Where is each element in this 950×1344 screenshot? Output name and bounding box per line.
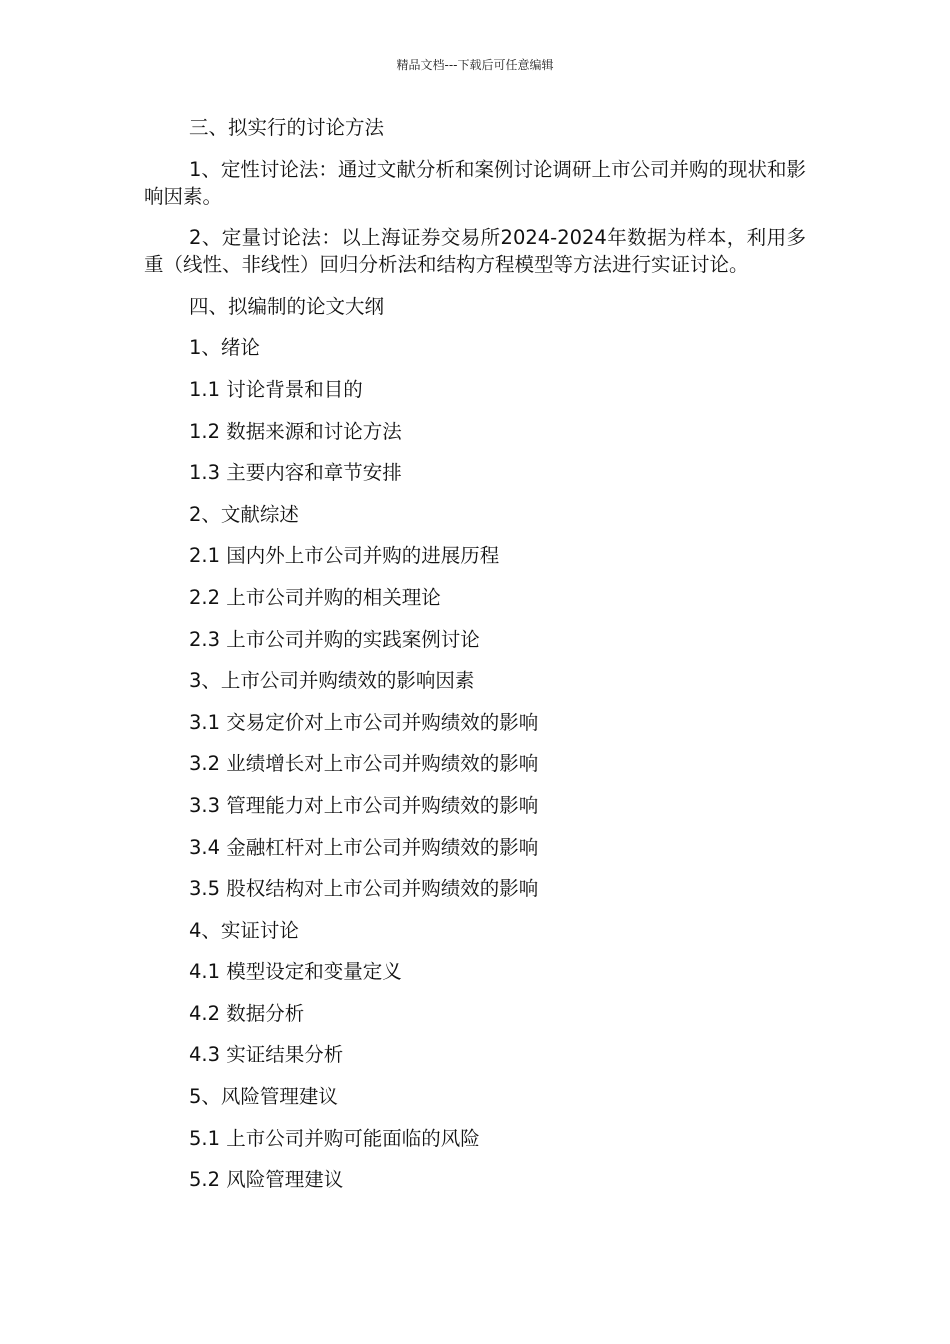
outline-item: 3.3 管理能力对上市公司并购绩效的影响: [189, 793, 539, 817]
outline-item: 4.1 模型设定和变量定义: [189, 960, 402, 984]
outline-item: 3.1 交易定价对上市公司并购绩效的影响: [189, 710, 539, 734]
outline-item: 4.2 数据分析: [189, 1001, 305, 1025]
outline-item: 2.2 上市公司并购的相关理论: [189, 585, 441, 609]
method-quantitative-paragraph: 2、定量讨论法：以上海证券交易所2024-2024年数据为样本，利用多重（线性、非线性）回归分析法和结构方程模型等方法进行实证讨论。: [144, 226, 806, 277]
outline-item: 4.3 实证结果分析: [189, 1043, 344, 1067]
outline-item: 1.3 主要内容和章节安排: [189, 461, 402, 485]
outline-item: 2.3 上市公司并购的实践案例讨论: [189, 627, 480, 651]
outline-item: 4、实证讨论: [189, 918, 299, 942]
section-heading-outline: 四、拟编制的论文大纲: [189, 294, 385, 318]
outline-item: 3.5 股权结构对上市公司并购绩效的影响: [189, 877, 539, 901]
document-body: [144, 114, 806, 1208]
outline-item: 1.1 讨论背景和目的: [189, 377, 363, 401]
page-header: 精品文档---下载后可任意编辑: [396, 58, 554, 72]
outline-item: 2.1 国内外上市公司并购的进展历程: [189, 544, 500, 568]
outline-item: 5.2 风险管理建议: [189, 1168, 344, 1192]
outline-item: 3.4 金融杠杆对上市公司并购绩效的影响: [189, 835, 539, 859]
outline-item: 3.2 业绩增长对上市公司并购绩效的影响: [189, 752, 539, 776]
outline-item: 1.2 数据来源和讨论方法: [189, 419, 402, 443]
method-qualitative-paragraph: 1、定性讨论法：通过文献分析和案例讨论调研上市公司并购的现状和影响因素。: [144, 157, 806, 208]
section-heading-research-methods: 三、拟实行的讨论方法: [189, 116, 385, 139]
outline-item: 2、文献综述: [189, 502, 299, 526]
outline-item: 3、上市公司并购绩效的影响因素: [189, 669, 475, 693]
outline-item: 5、风险管理建议: [189, 1085, 338, 1109]
outline-item: 5.1 上市公司并购可能面临的风险: [189, 1126, 480, 1150]
outline-item: 1、绪论: [189, 336, 260, 360]
